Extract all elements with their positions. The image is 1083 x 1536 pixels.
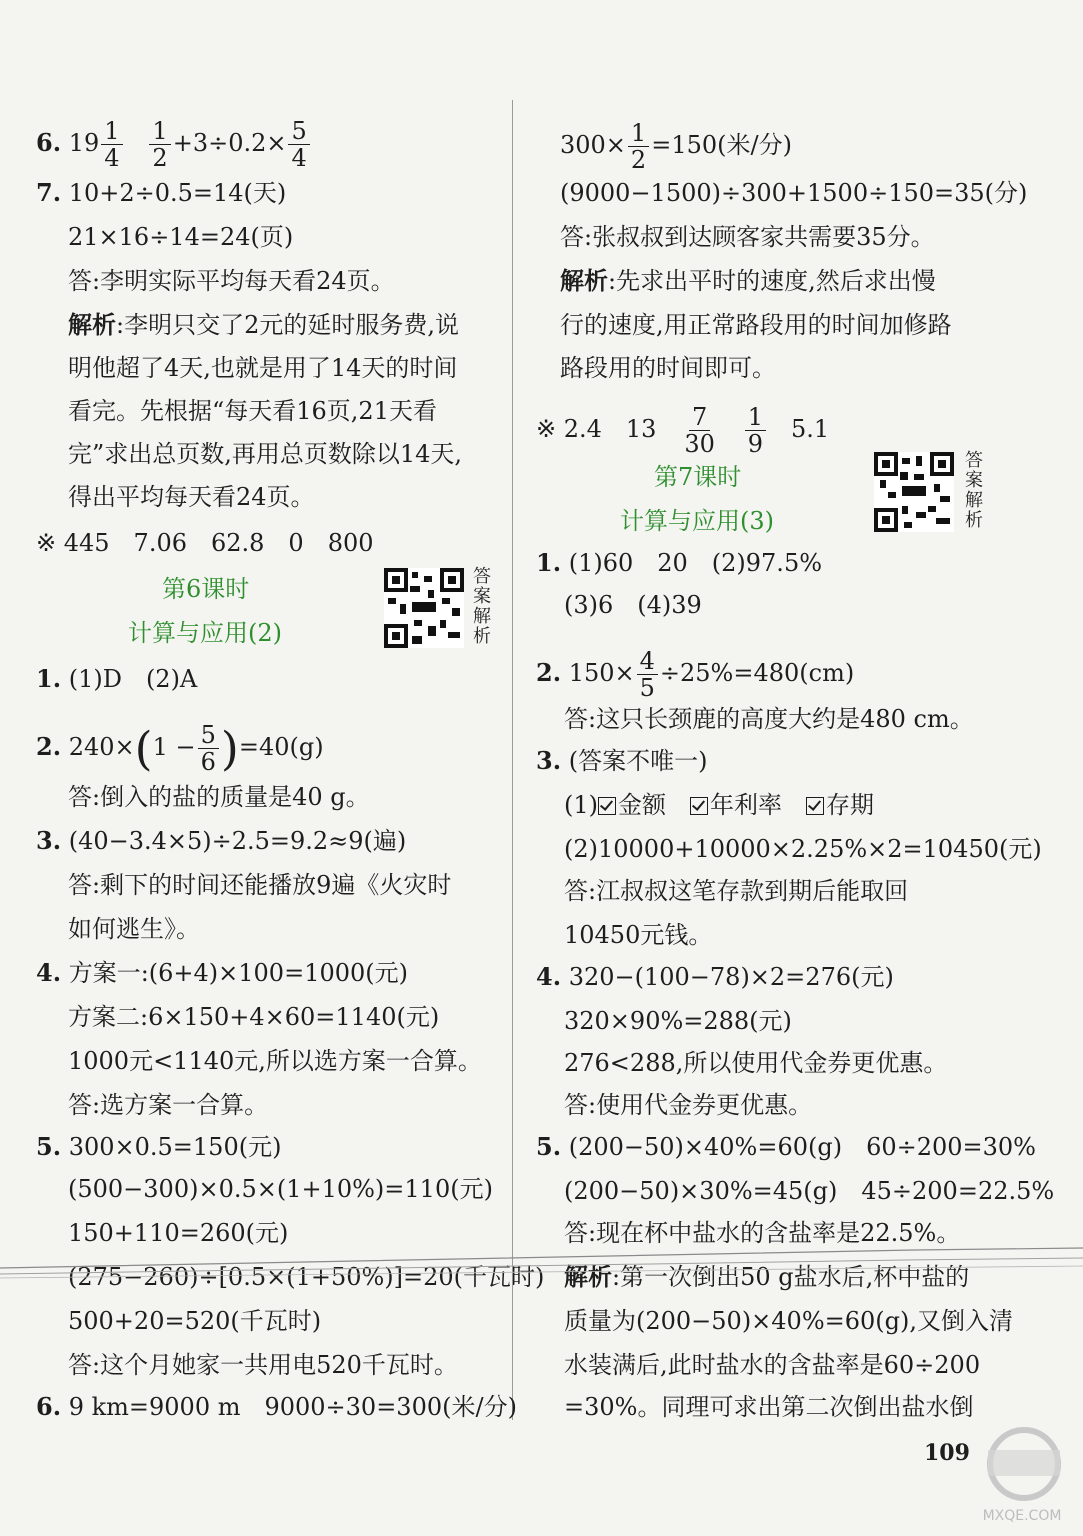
r-item-11: 320×90%=288(元) (564, 1007, 792, 1035)
fraction: $\frac{1}{2}$ (149, 118, 170, 171)
qr-code[interactable] (874, 452, 954, 532)
r-analysis-3: 路段用的时间即可。 (560, 354, 776, 382)
r-analysis-1: 解析:先求出平时的速度,然后求出慢 (560, 266, 936, 295)
checkbox-checked-icon (598, 797, 616, 815)
page-crease (0, 1246, 1083, 1280)
l-item-15: 500+20=520(千瓦时) (68, 1307, 322, 1335)
qr-label: 答案解析 (962, 450, 983, 530)
r-item-13: 答:使用代金券更优惠。 (564, 1091, 813, 1119)
q7-line1: 7. 10+2÷0.5=14(天) (36, 178, 287, 207)
q6-line: 6. 19 $\frac{1}{4}$ $\frac{1}{2}$ +3÷0.2× $\frac{5}{4}$ (36, 118, 312, 171)
r-item-8: 答:江叔叔这笔存款到期后能取回 (564, 877, 909, 905)
r-item-5: 3. (答案不唯一) (536, 746, 708, 775)
r-item-17: 解析:第一次倒出50 g盐水后,杯中盐的 (564, 1262, 970, 1291)
r-bonus: ※ 2.4 13 $\frac{7}{30}$ $\frac{1}{9}$ 5.1 (536, 403, 830, 458)
q7-answer: 答:李明实际平均每天看24页。 (68, 267, 395, 295)
checkbox-checked-icon (690, 797, 708, 815)
lesson6-title: 第6课时 (162, 575, 250, 603)
svg-text:MXQE.COM: MXQE.COM (982, 1508, 1062, 1524)
r-item-19: 水装满后,此时盐水的含盐率是60÷200 (564, 1351, 981, 1379)
r-item-9: 10450元钱。 (564, 921, 713, 949)
qr-label: 答案解析 (470, 566, 491, 646)
r-item-6: (1) 金额 年利率 存期 (564, 791, 874, 819)
column-divider (512, 100, 513, 1420)
r-item-2: (3)6 (4)39 (564, 591, 702, 619)
bonus-answers: ※ 445 7.06 62.8 0 800 (36, 529, 374, 557)
l-item-6: 如何逃生》。 (68, 915, 200, 943)
r-item-12: 276<288,所以使用代金券更优惠。 (564, 1049, 948, 1077)
r-item-15: (200−50)×30%=45(g) 45÷200=22.5% (564, 1177, 1055, 1205)
q7-analysis-1: 解析:李明只交了2元的延时服务费,说 (68, 310, 459, 339)
fraction: $\frac{5}{4}$ (288, 118, 309, 171)
r-item-10: 4. 320−(100−78)×2=276(元) (536, 962, 894, 991)
fraction: $\frac{1}{4}$ (101, 118, 122, 171)
l-item-7: 4. 方案一:(6+4)×100=1000(元) (36, 958, 408, 987)
r-item-14: 5. (200−50)×40%=60(g) 60÷200=30% (536, 1132, 1036, 1161)
r-analysis-2: 行的速度,用正常路段用的时间加修路 (560, 311, 952, 339)
page-number: 109 (924, 1440, 970, 1466)
r-item-20: =30%。同理可求出第二次倒出盐水倒 (564, 1393, 974, 1421)
r-line1: 300× $\frac{1}{2}$ =150(米/分) (560, 119, 792, 174)
l-item-9: 1000元<1140元,所以选方案一合算。 (68, 1047, 482, 1075)
q7-analysis-4: 完”求出总页数,再用总页数除以14天, (68, 440, 463, 468)
l-item-12: (500−300)×0.5×(1+10%)=110(元) (68, 1175, 493, 1203)
r-item-16: 答:现在杯中盐水的含盐率是22.5%。 (564, 1219, 961, 1247)
lesson7-title: 第7课时 (654, 463, 742, 491)
l-item-2: 2. 240×(1 − $\frac{5}{6}$ )=40(g) (36, 721, 324, 776)
r-answer1: 答:张叔叔到达顾客家共需要35分。 (560, 223, 935, 251)
l-item-4: 3. (40−3.4×5)÷2.5=9.2≈9(遍) (36, 826, 407, 855)
l-item-10: 答:选方案一合算。 (68, 1091, 269, 1119)
q7-line2: 21×16÷14=24(页) (68, 223, 294, 251)
l-item-13: 150+110=260(元) (68, 1219, 289, 1247)
l-item-17: 6. 9 km=9000 m 9000÷30=300(米/分) (36, 1392, 517, 1421)
r-item-1: 1. (1)60 20 (2)97.5% (536, 548, 823, 577)
checkbox-checked-icon (806, 797, 824, 815)
qr-pattern-icon (874, 452, 954, 532)
lesson7-subtitle: 计算与应用(3) (620, 507, 774, 535)
l-item-3: 答:倒入的盐的质量是40 g。 (68, 783, 370, 811)
q7-analysis-5: 得出平均每天看24页。 (68, 483, 315, 511)
watermark-logo-icon (968, 1420, 1076, 1530)
l-item-11: 5. 300×0.5=150(元) (36, 1132, 282, 1161)
r-item-7: (2)10000+10000×2.25%×2=10450(元) (564, 835, 1042, 863)
l-item-5: 答:剩下的时间还能播放9遍《火灾时 (68, 871, 452, 899)
l-item-14: (275−260)÷[0.5×(1+50%)]=20(千瓦时) (68, 1263, 545, 1291)
qr-code[interactable] (384, 568, 464, 648)
r-line2: (9000−1500)÷300+1500÷150=35(分) (560, 179, 1028, 207)
r-item-3: 2. 150× $\frac{4}{5}$ ÷25%=480(cm) (536, 647, 855, 702)
l-item-16: 答:这个月她家一共用电520千瓦时。 (68, 1351, 458, 1379)
lesson6-subtitle: 计算与应用(2) (128, 619, 282, 647)
qr-pattern-icon (384, 568, 464, 648)
r-item-18: 质量为(200−50)×40%=60(g),又倒入清 (564, 1307, 1014, 1335)
q7-analysis-3: 看完。先根据“每天看16页,21天看 (68, 397, 437, 425)
l-item-1: 1. (1)D (2)A (36, 664, 198, 693)
r-item-4: 答:这只长颈鹿的高度大约是480 cm。 (564, 705, 974, 733)
q7-analysis-2: 明他超了4天,也就是用了14天的时间 (68, 354, 458, 382)
l-item-8: 方案二:6×150+4×60=1140(元) (68, 1003, 440, 1031)
